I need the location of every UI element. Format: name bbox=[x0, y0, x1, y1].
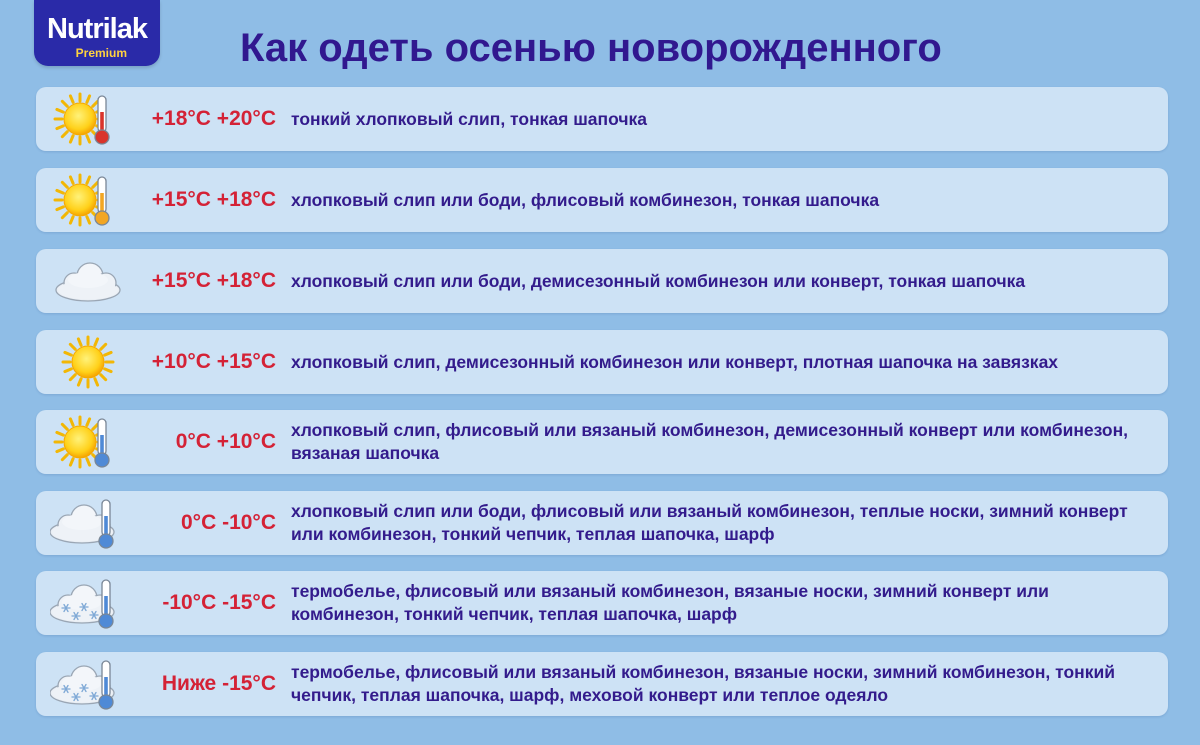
clothing-description: хлопковый слип или боди, флисовый комбинезон, тонкая шапочка bbox=[291, 189, 880, 210]
cloud-thermometer-icon bbox=[50, 494, 126, 552]
temperature-range: +10°C +15°C bbox=[151, 350, 276, 373]
clothing-description: хлопковый слип, демисезонный комбинезон или конверт, плотная шапочка на завязках bbox=[291, 351, 1059, 372]
table-row bbox=[36, 87, 1168, 151]
table-row bbox=[36, 410, 1168, 474]
table-row bbox=[36, 168, 1168, 232]
snow-cloud-thermometer-icon bbox=[50, 574, 126, 632]
temperature-range: 0°C -10°C bbox=[181, 511, 276, 534]
table-row bbox=[36, 571, 1168, 635]
brand-logo bbox=[34, 0, 160, 66]
clothing-description: хлопковый слип или боди, демисезонный комбинезон или конверт, тонкая шапочка bbox=[291, 270, 1026, 291]
cloud-icon bbox=[50, 252, 126, 310]
table-row bbox=[36, 249, 1168, 313]
clothing-description: термобелье, флисовый или вязаный комбинезон, вязаные носки, зимний конверт или комбинезон, тонкий чепчик, теплая шапочка, шарф bbox=[291, 581, 1049, 624]
brand-sub: Premium bbox=[75, 46, 127, 60]
table-row bbox=[36, 491, 1168, 555]
temperature-range: 0°C +10°C bbox=[175, 430, 276, 453]
table-row bbox=[36, 652, 1168, 716]
temperature-range: +18°C +20°C bbox=[151, 107, 276, 130]
sun-icon bbox=[50, 333, 126, 391]
temperature-range: Ниже -15°C bbox=[161, 672, 276, 695]
table-row bbox=[36, 330, 1168, 394]
brand-name: Nutrilak bbox=[47, 13, 147, 45]
snow-cloud-thermometer-icon bbox=[50, 655, 126, 713]
sun-thermometer-icon bbox=[50, 171, 126, 229]
clothing-description: хлопковый слип, флисовый или вязаный комбинезон, демисезонный конверт или комбинезон, вязаная шапочка bbox=[291, 420, 1129, 463]
sun-cold-thermometer-icon bbox=[50, 413, 126, 471]
temperature-range: +15°C +18°C bbox=[151, 188, 276, 211]
temperature-range: +15°C +18°C bbox=[151, 269, 276, 292]
page-title: Как одеть осенью новорожденного bbox=[240, 26, 942, 70]
sun-warm-thermometer-icon bbox=[50, 90, 126, 148]
clothing-description: термобелье, флисовый или вязаный комбинезон, вязаные носки, зимний комбинезон, тонкий чепчик, теплая шапочка, шарф, меховой конверт или теплое одеяло bbox=[291, 662, 1116, 705]
temperature-range: -10°C -15°C bbox=[162, 591, 276, 614]
clothing-description: тонкий хлопковый слип, тонкая шапочка bbox=[291, 108, 648, 129]
clothing-description: хлопковый слип или боди, флисовый или вязаный комбинезон, теплые носки, зимний конверт или комбинезон, тонкий чепчик, теплая шапочка, шарф bbox=[291, 501, 1128, 544]
